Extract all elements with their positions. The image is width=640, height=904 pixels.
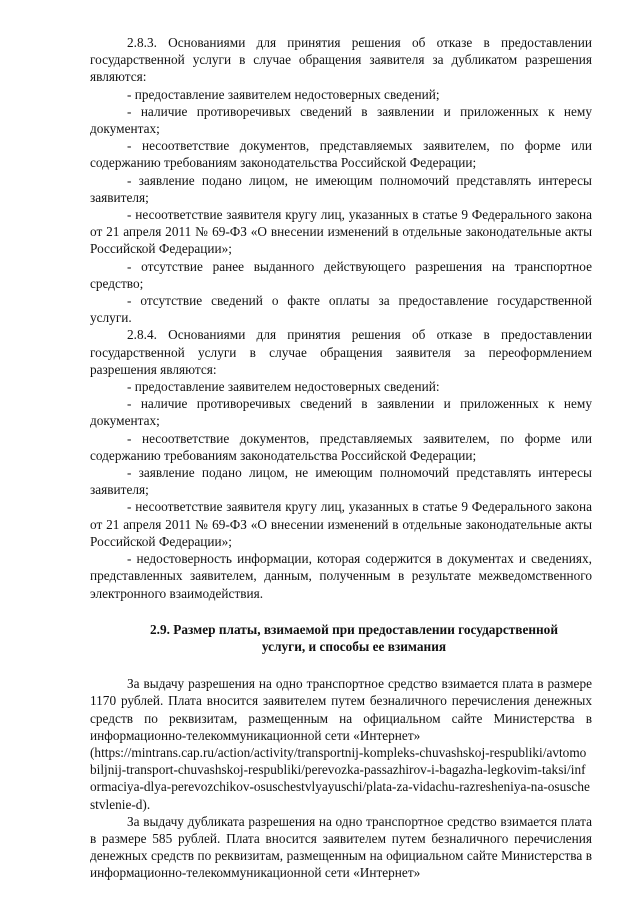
list-item: - несоответствие документов, представляемых заявителем, по форме или содержанию требованиям законодательства Российской Федерации;: [90, 430, 592, 463]
list-item: - отсутствие ранее выданного действующего разрешения на транспортное средство;: [90, 258, 592, 291]
list-item: - заявление подано лицом, не имеющим полномочий представлять интересы заявителя;: [90, 172, 592, 205]
list-item: - несоответствие заявителя кругу лиц, указанных в статье 9 Федерального закона от 21 апреля 2011 № 69-ФЗ «О внесении изменений в отдельные законодательные акты Российской Федерации»;: [90, 207, 592, 257]
list-item: - наличие противоречивых сведений в заявлении и приложенных к нему документах;: [90, 396, 592, 429]
section-heading-2-9: 2.9. Размер платы, взимаемой при предоставлении государственной услуги, и способы ее взимания: [149, 621, 558, 654]
list-item: - несоответствие документов, представляемых заявителем, по форме или содержанию требованиям законодательства Российской Федерации;: [90, 138, 592, 171]
list-item: - отсутствие сведений о факте оплаты за предоставление государственной услуги.: [90, 293, 592, 326]
document-page: [90, 34, 592, 882]
fee-paragraph-1-url: (https://mintrans.cap.ru/action/activity/transportnij-kompleks-chuvashskoj-respubliki/avtomobiljnij-transport-chuvashskoj-respubliki/perevozka-passazhirov-i-bagazha-legkovim-taksi/informaciya-dlya-perevozchikov-osuschestvlyayuschi/plata-za-vidachu-razresheniya-na-osuschestvlenie-d).: [90, 744, 590, 812]
list-item: - заявление подано лицом, не имеющим полномочий представлять интересы заявителя;: [90, 465, 592, 498]
paragraph-2-8-3: 2.8.3. Основаниями для принятия решения об отказе в предоставлении государственной услуги в случае обращения заявителя за дубликатом разрешения являются:: [90, 35, 592, 85]
fee-paragraph-1: За выдачу разрешения на одно транспортное средство взимается плата в размере 1170 рублей. Плата вносится заявителем путем безналичного перечисления денежных средств по реквизитам, размещенным на официальном сайте Министерства в информационно-телекоммуникационной сети «Интернет»: [90, 676, 592, 743]
fee-paragraph-2: За выдачу дубликата разрешения на одно транспортное средство взимается плата в размере 585 рублей. Плата вносится заявителем путем безналичного перечисления денежных средств по реквизитам, размещенным на официальном сайте Министерства в информационно-телекоммуникационной сети «Интернет»: [90, 813, 592, 881]
list-item: - предоставление заявителем недостоверных сведений:: [127, 379, 440, 395]
list-item: - несоответствие заявителя кругу лиц, указанных в статье 9 Федерального закона от 21 апреля 2011 № 69-ФЗ «О внесении изменений в отдельные законодательные акты Российской Федерации»;: [90, 499, 592, 549]
list-item: - наличие противоречивых сведений в заявлении и приложенных к нему документах;: [90, 103, 592, 137]
list-item: - предоставление заявителем недостоверных сведений;: [127, 86, 440, 102]
paragraph-2-8-4: 2.8.4. Основаниями для принятия решения об отказе в предоставлении государственной услуги в случае обращения заявителя за переоформлением разрешения являются:: [90, 327, 592, 377]
list-item: - недостоверность информации, которая содержится в документах и сведениях, представленных заявителем, данным, полученным в результате межведомственного электронного взаимодействия.: [90, 551, 592, 601]
